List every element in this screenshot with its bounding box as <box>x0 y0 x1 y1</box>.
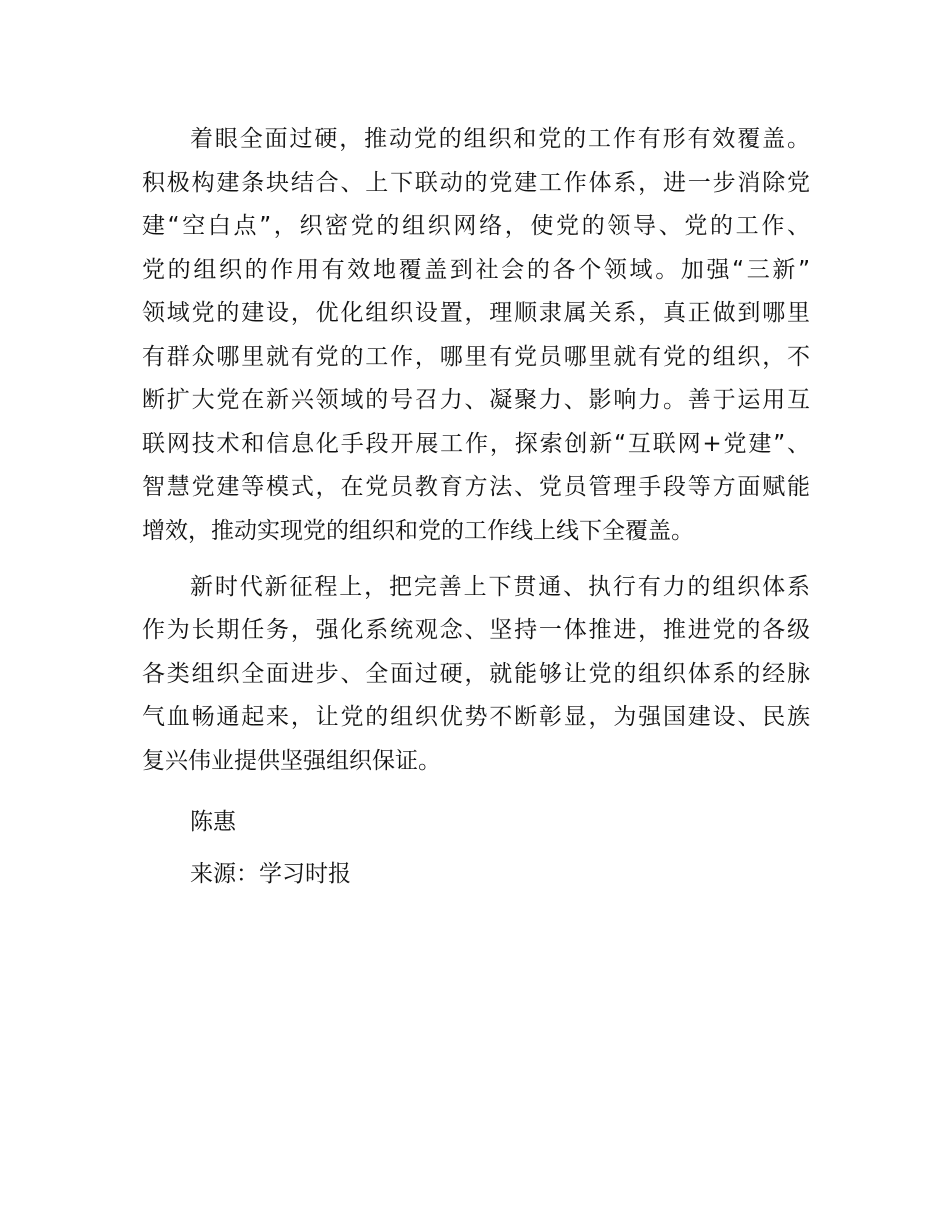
text-line: 智慧党建等模式，在党员教育方法、党员管理手段等方面赋能 <box>142 474 810 500</box>
paragraph-2 <box>142 566 810 784</box>
text-line: 复兴伟业提供坚强组织保证。 <box>142 747 441 774</box>
text-line: 领域党的建设，优化组织设置，理顺隶属关系，真正做到哪里 <box>142 300 810 326</box>
article-meta <box>142 796 810 900</box>
text-line: 气血畅通起来，让党的组织优势不断彰显，为强国建设、民族 <box>142 704 810 730</box>
source-line: 来源：学习时报 <box>190 860 351 887</box>
text-line: 建“空白点”，织密党的组织网络，使党的领导、党的工作、 <box>142 213 810 239</box>
text-line: 着眼全面过硬，推动党的组织和党的工作有形有效覆盖。 <box>190 126 810 152</box>
text-line: 断扩大党在新兴领域的号召力、凝聚力、影响力。善于运用互 <box>142 387 810 413</box>
text-line: 各类组织全面进步、全面过硬，就能够让党的组织体系的经脉 <box>142 660 810 687</box>
text-line: 积极构建条块结合、上下联动的党建工作体系，进一步消除党 <box>142 169 810 196</box>
text-line: 新时代新征程上，把完善上下贯通、执行有力的组织体系 <box>190 573 810 600</box>
paragraph-1 <box>142 118 810 553</box>
text-line: 联网技术和信息化手段开展工作，探索创新“互联网+党建”、 <box>142 430 810 457</box>
text-line: 党的组织的作用有效地覆盖到社会的各个领域。加强“三新” <box>142 256 810 283</box>
text-line: 有群众哪里就有党的工作，哪里有党员哪里就有党的组织，不 <box>142 343 810 370</box>
author-name: 陈惠 <box>190 808 236 835</box>
document-page <box>142 118 810 900</box>
text-line: 增效，推动实现党的组织和党的工作线上线下全覆盖。 <box>142 517 694 544</box>
text-line: 作为长期任务，强化系统观念、坚持一体推进，推进党的各级 <box>142 617 810 643</box>
